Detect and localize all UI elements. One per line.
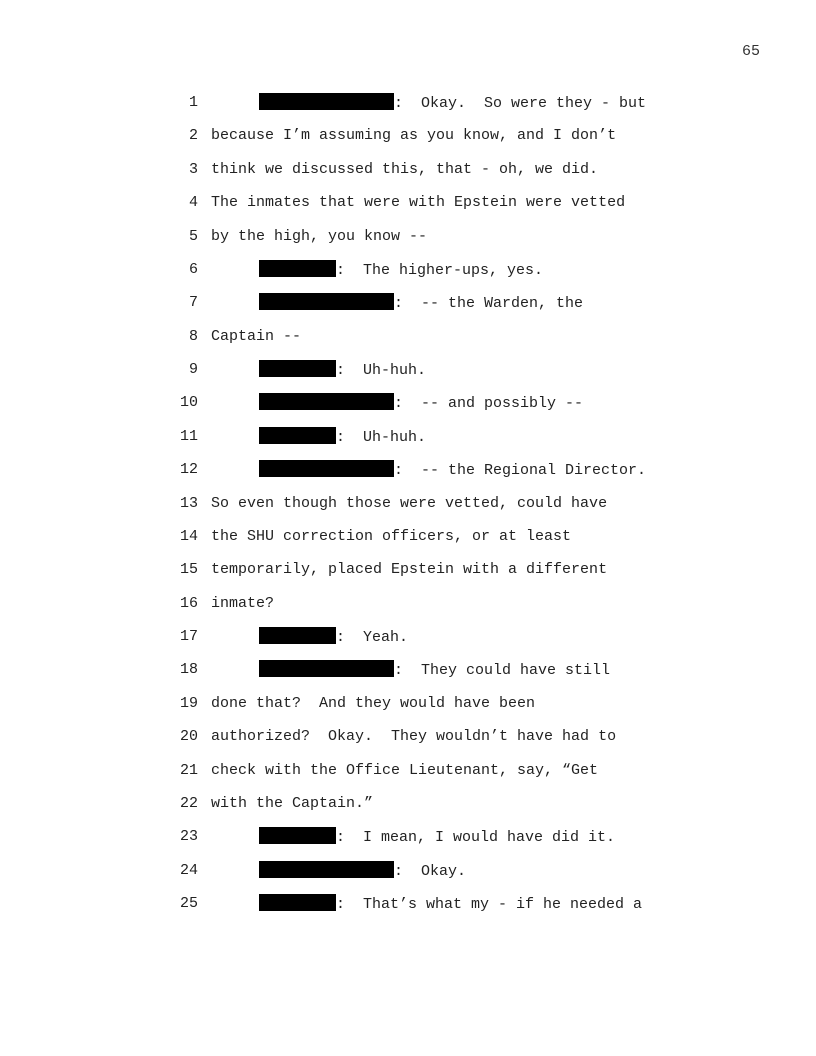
line-content: : That’s what my - if he needed a [336, 896, 643, 913]
line-content: : Okay. So were they - but [394, 95, 647, 112]
line-text [259, 894, 642, 915]
redaction-box [259, 393, 394, 410]
line-content: : -- the Regional Director. [394, 462, 647, 480]
transcript-line [0, 393, 816, 426]
line-text [211, 727, 616, 747]
line-content: : They could have still [394, 662, 611, 680]
line-text [259, 393, 583, 414]
transcript-line [0, 460, 816, 493]
transcript-line [0, 560, 816, 593]
line-text [259, 260, 543, 281]
transcript-line [0, 527, 816, 560]
redaction-box [259, 260, 336, 277]
transcript-line [0, 494, 816, 527]
line-text [259, 460, 646, 481]
transcript-line [0, 894, 816, 927]
line-number: 14 [179, 527, 198, 545]
redaction-box [259, 894, 336, 911]
line-text [259, 427, 426, 448]
redaction-box [259, 93, 394, 110]
line-number: 20 [179, 728, 198, 746]
transcript-line [0, 660, 816, 693]
line-text [211, 794, 373, 814]
transcript-line [0, 93, 816, 126]
transcript-line [0, 227, 816, 260]
line-text [259, 293, 583, 314]
line-number: 15 [179, 561, 198, 579]
line-number: 1 [188, 94, 198, 111]
line-text [259, 360, 426, 381]
transcript-line [0, 694, 816, 727]
line-number: 5 [188, 227, 198, 245]
line-content: think we discussed this, that - oh, we did. [211, 160, 599, 178]
line-content: : Uh-huh. [336, 428, 427, 446]
line-number: 10 [179, 394, 198, 412]
line-number: 22 [179, 794, 198, 812]
line-text [259, 827, 615, 848]
line-content: temporarily, placed Epstein with a different [211, 561, 608, 579]
line-content: Captain -- [211, 327, 302, 345]
line-number: 18 [179, 661, 198, 679]
line-number: 25 [179, 895, 198, 912]
line-number: 6 [188, 260, 198, 278]
line-number: 8 [188, 327, 198, 345]
line-text [211, 193, 625, 213]
redaction-box [259, 360, 336, 377]
line-content: with the Captain.” [211, 794, 374, 812]
line-text [259, 93, 646, 114]
line-number: 21 [179, 761, 198, 779]
line-content: : -- the Warden, the [394, 295, 584, 313]
redaction-box [259, 861, 394, 878]
line-content: : Uh-huh. [336, 362, 427, 379]
line-number: 17 [179, 628, 198, 645]
line-text [211, 527, 571, 547]
transcript-body [0, 93, 816, 927]
line-content: The inmates that were with Epstein were vetted [211, 194, 626, 212]
line-text [211, 327, 301, 347]
transcript-line [0, 794, 816, 827]
transcript-line [0, 193, 816, 226]
transcript-line [0, 594, 816, 627]
line-text [211, 126, 616, 146]
line-number: 19 [179, 694, 198, 712]
redaction-box [259, 627, 336, 644]
transcript-line [0, 260, 816, 293]
transcript-line [0, 360, 816, 393]
transcript-line [0, 761, 816, 794]
line-content: : I mean, I would have did it. [336, 829, 616, 847]
line-content: inmate? [211, 594, 275, 612]
line-text [259, 861, 466, 882]
transcript-line [0, 627, 816, 660]
line-number: 4 [188, 194, 198, 212]
line-text [211, 761, 598, 781]
line-text [211, 494, 607, 514]
transcript-line [0, 861, 816, 894]
redaction-box [259, 427, 336, 444]
line-text [259, 627, 408, 648]
redaction-box [259, 660, 394, 677]
line-text [259, 660, 610, 681]
redaction-box [259, 293, 394, 310]
line-text [211, 694, 535, 714]
line-content: authorized? Okay. They wouldn’t have had to [211, 728, 617, 746]
line-content: : -- and possibly -- [394, 395, 584, 413]
redaction-box [259, 827, 336, 844]
line-text [211, 560, 607, 580]
line-content: done that? And they would have been [211, 694, 536, 712]
line-content: So even though those were vetted, could have [211, 494, 608, 512]
line-text [211, 594, 274, 614]
transcript-line [0, 727, 816, 760]
redaction-box [259, 460, 394, 477]
page-number: 65 [742, 43, 761, 60]
line-text [211, 227, 427, 247]
line-content: the SHU correction officers, or at least [211, 527, 572, 545]
line-number: 3 [188, 160, 198, 178]
line-number: 2 [188, 127, 198, 145]
transcript-line [0, 427, 816, 460]
line-number: 12 [179, 461, 198, 479]
transcript-line [0, 126, 816, 159]
line-text [211, 160, 598, 180]
line-number: 23 [179, 828, 198, 846]
transcript-line [0, 160, 816, 193]
transcript-line [0, 293, 816, 326]
line-number: 7 [188, 294, 198, 312]
line-number: 11 [179, 427, 198, 445]
line-content: : The higher-ups, yes. [336, 261, 544, 279]
line-content: : Okay. [394, 862, 467, 880]
line-number: 9 [188, 361, 198, 378]
line-number: 24 [179, 861, 198, 879]
line-content: check with the Office Lieutenant, say, “Get [211, 761, 599, 779]
line-number: 16 [179, 594, 198, 612]
line-number: 13 [179, 494, 198, 512]
line-content: by the high, you know -- [211, 227, 428, 245]
line-content: because I’m assuming as you know, and I don’t [211, 127, 617, 145]
transcript-line [0, 827, 816, 860]
line-content: : Yeah. [336, 629, 409, 646]
transcript-line [0, 327, 816, 360]
